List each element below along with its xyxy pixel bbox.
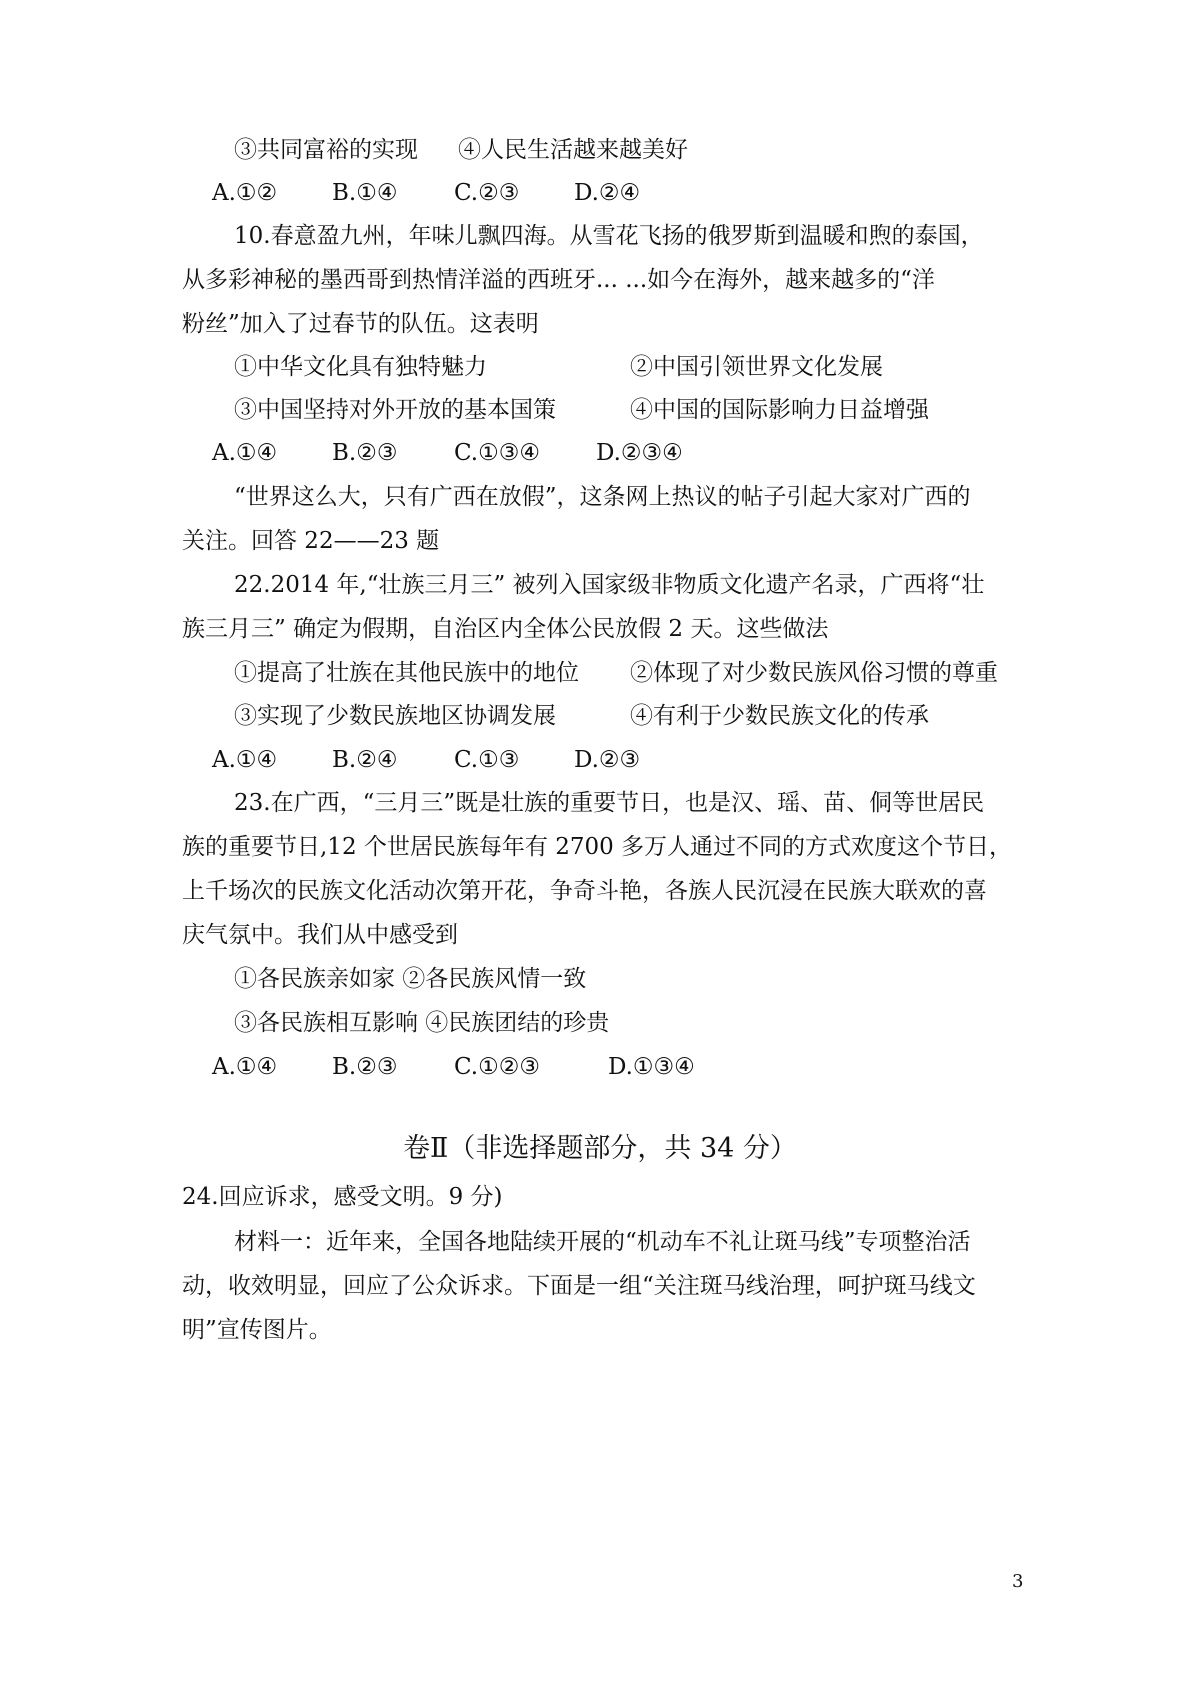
q10-statement-4: ④中国的国际影响力日益增强 [630,397,929,423]
q22-statement-1: ①提高了壮族在其他民族中的地位 [234,660,579,686]
part2-heading: 卷Ⅱ（非选择题部分，共 34 分） [403,1133,797,1164]
q23-stem-line-3: 上千场次的民族文化活动次第开花，争奇斗艳，各族人民沉浸在民族大联欢的喜 [182,878,987,904]
q22-statement-3: ③实现了少数民族地区协调发展 [234,703,556,729]
q10-stem-line-3: 粉丝”加入了过春节的队伍。这表明 [182,311,539,337]
q24-material-line-1: 材料一：近年来，全国各地陆续开展的“机动车不礼让斑马线”专项整治活 [234,1229,971,1255]
q9-choice-d: D.②④ [574,180,641,206]
q23-stem-line-1: 23.在广西，“三月三”既是壮族的重要节日，也是汉、瑶、苗、侗等世居民 [234,790,985,816]
q23-choice-c: C.①②③ [454,1054,540,1080]
q22-choice-b: B.②④ [332,747,398,773]
q10-statement-2: ②中国引领世界文化发展 [630,354,883,380]
q22-stem-line-1: 22.2014 年,“壮族三月三” 被列入国家级非物质文化遗产名录，广西将“壮 [234,572,985,598]
q10-choice-c: C.①③④ [454,440,540,466]
q22-statement-4: ④有利于少数民族文化的传承 [630,703,929,729]
q9-statement-4: ④人民生活越来越美好 [458,137,688,163]
q23-statement-row-2: ③各民族相互影响 ④民族团结的珍贵 [234,1010,610,1036]
q23-choice-d: D.①③④ [608,1054,695,1080]
q22-statement-2: ②体现了对少数民族风俗习惯的尊重 [630,660,998,686]
q9-choice-c: C.②③ [454,180,520,206]
q9-statement-3: ③共同富裕的实现 [234,137,418,163]
q23-statement-row-1: ①各民族亲如家 ②各民族风情一致 [234,966,587,992]
q23-stem-line-2: 族的重要节日,12 个世居民族每年有 2700 多万人通过不同的方式欢度这个节日， [182,834,1013,860]
q22-choice-d: D.②③ [574,747,641,773]
q23-choice-a: A.①④ [212,1054,278,1080]
q23-choice-b: B.②③ [332,1054,398,1080]
page-number: 3 [1012,1571,1024,1592]
q10-choice-d: D.②③④ [596,440,683,466]
q9-choice-a: A.①② [212,180,278,206]
q9-choice-b: B.①④ [332,180,398,206]
q10-statement-1: ①中华文化具有独特魅力 [234,354,487,380]
q22-choice-a: A.①④ [212,747,278,773]
q24-material-line-2: 动，收效明显，回应了公众诉求。下面是一组“关注斑马线治理，呵护斑马线文 [182,1273,976,1299]
q22-stem-line-2: 族三月三” 确定为假期，自治区内全体公民放假 2 天。这些做法 [182,616,829,642]
intro-line-1: “世界这么大，只有广西在放假”，这条网上热议的帖子引起大家对广西的 [234,484,971,510]
intro-line-2: 关注。回答 22——23 题 [182,528,440,554]
q24-material-line-3: 明”宣传图片。 [182,1317,332,1343]
q10-stem-line-1: 10.春意盈九州，年味儿飘四海。从雪花飞扬的俄罗斯到温暖和煦的泰国， [234,223,984,249]
q22-choice-c: C.①③ [454,747,520,773]
q10-choice-b: B.②③ [332,440,398,466]
q10-statement-3: ③中国坚持对外开放的基本国策 [234,397,556,423]
q10-stem-line-2: 从多彩神秘的墨西哥到热情洋溢的西班牙... ...如今在海外，越来越多的“洋 [182,267,935,293]
q23-stem-line-4: 庆气氛中。我们从中感受到 [182,922,458,948]
q24-title: 24.回应诉求，感受文明。9 分) [182,1184,503,1210]
q10-choice-a: A.①④ [212,440,278,466]
